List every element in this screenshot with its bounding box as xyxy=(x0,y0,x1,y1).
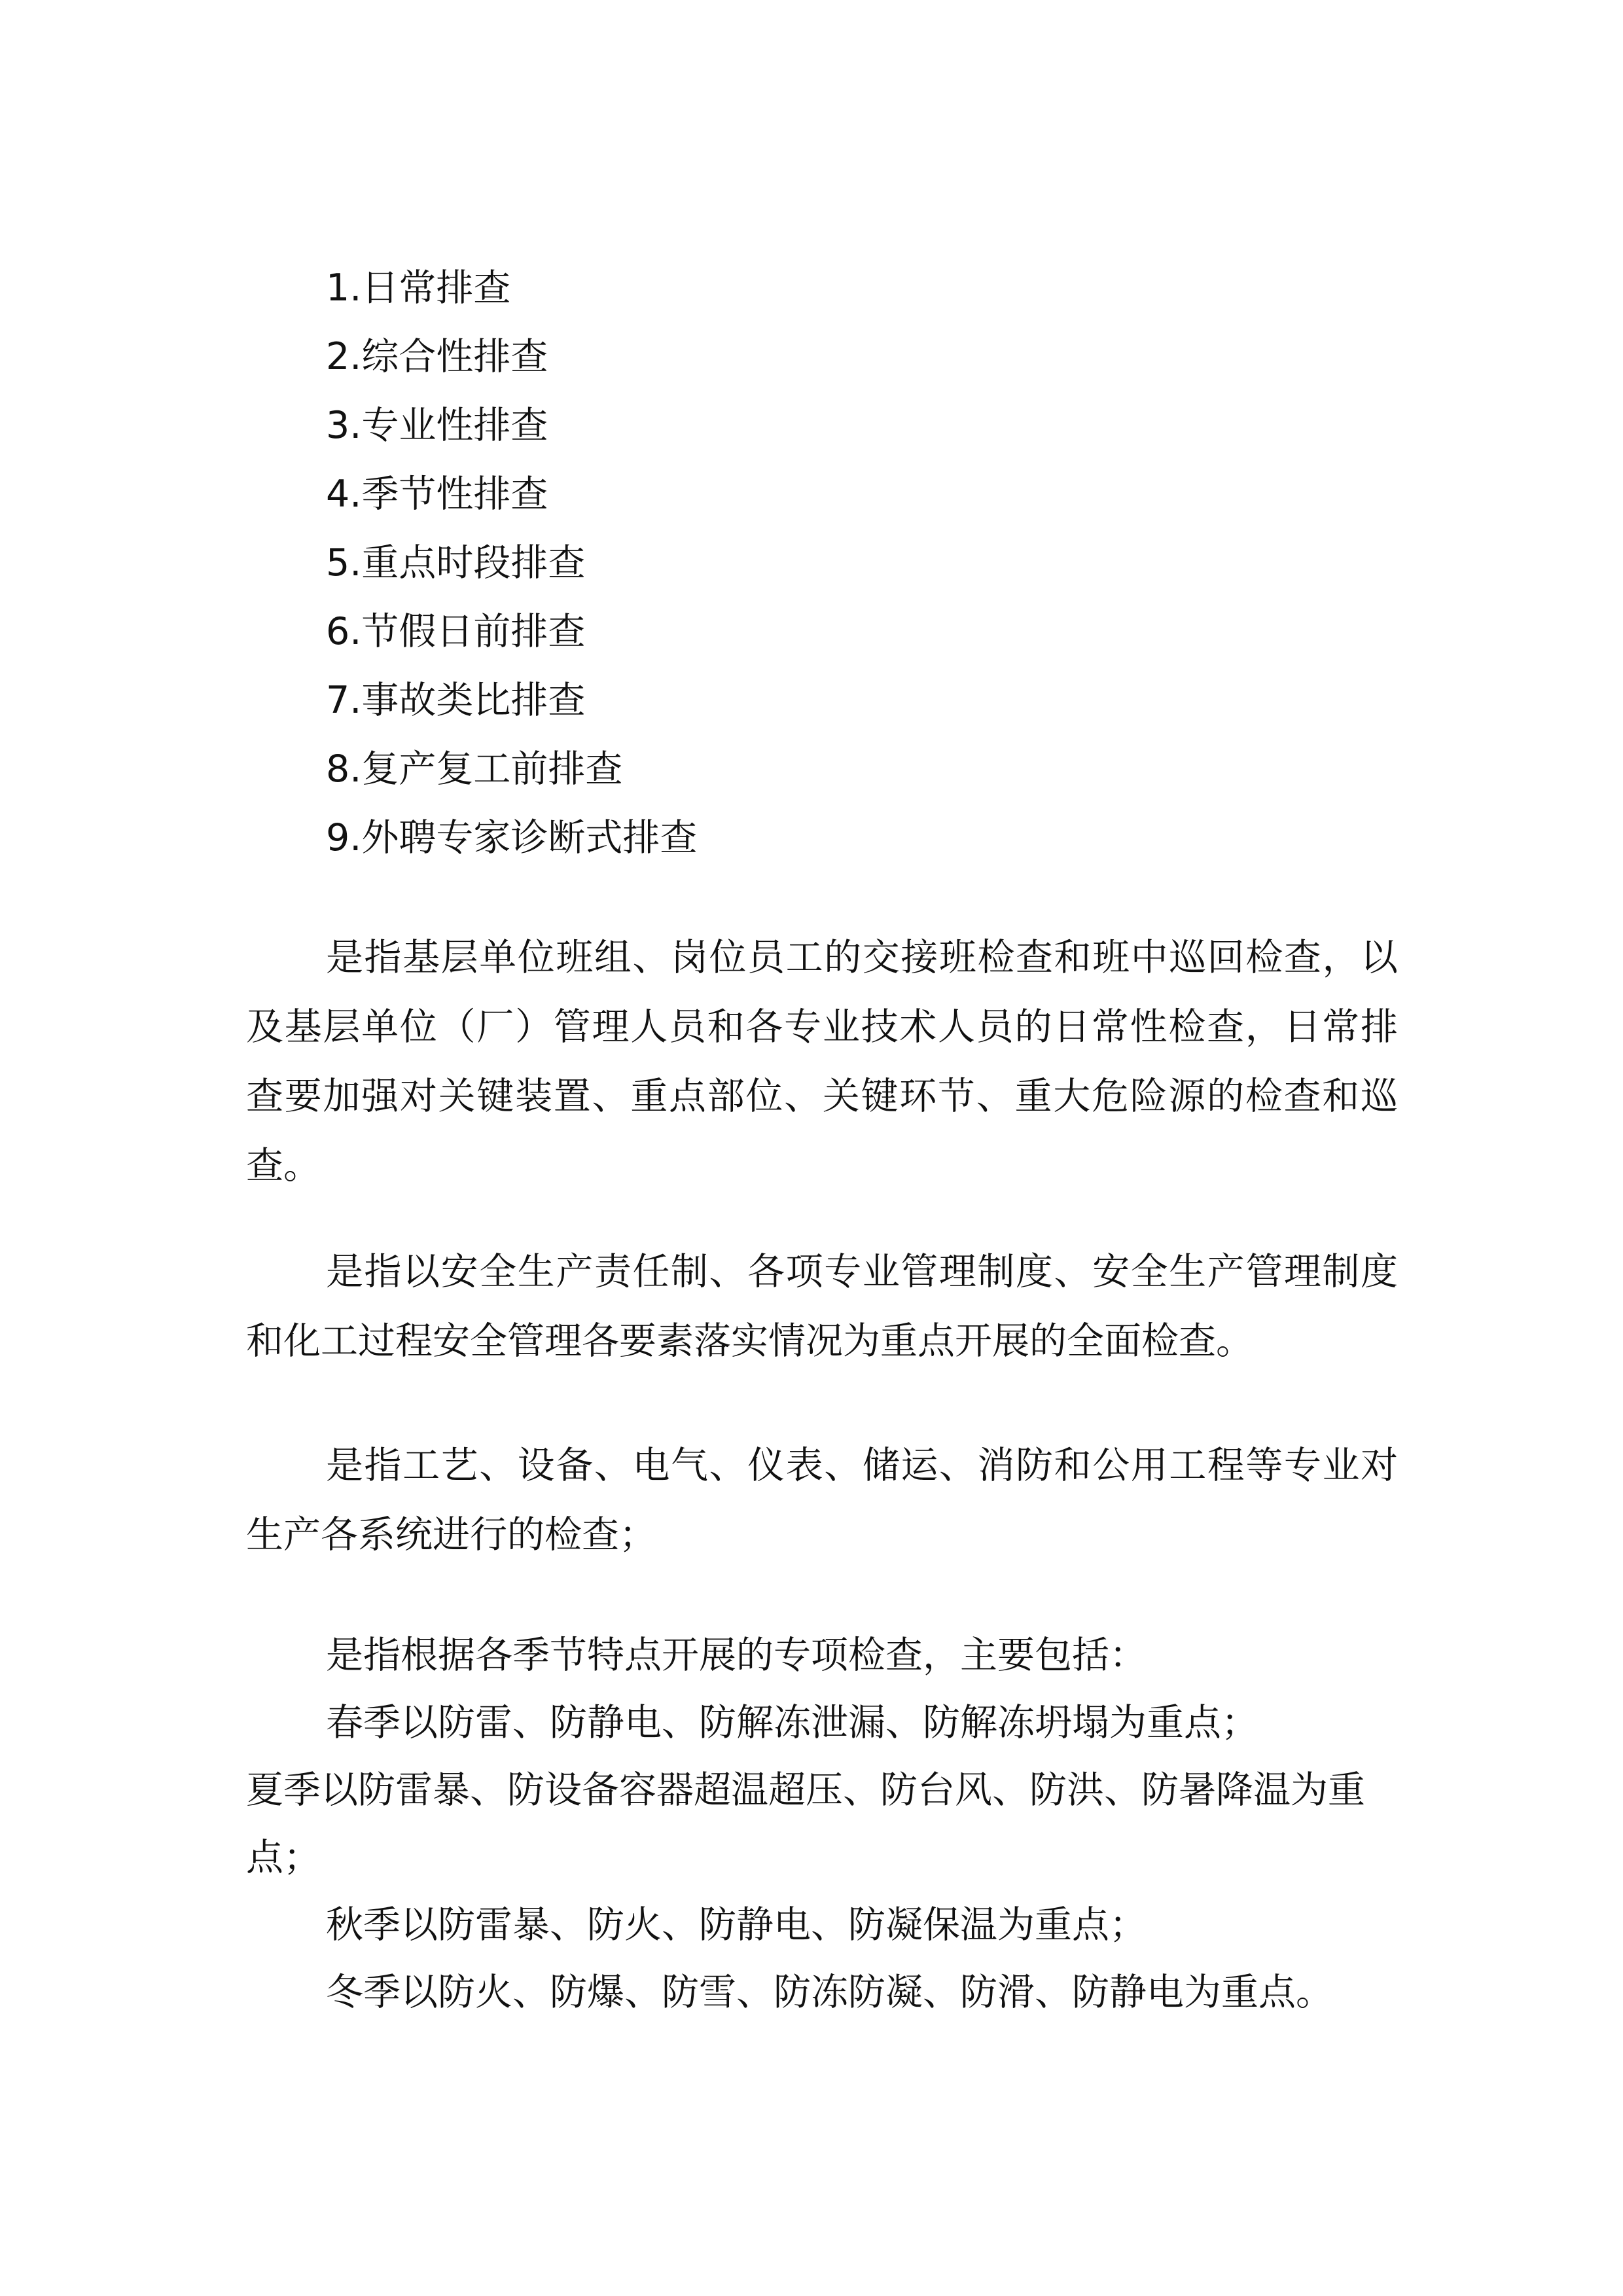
seasonal-intro: 是指根据各季节特点开展的专项检查，主要包括： xyxy=(326,1634,1147,1677)
comprehensive-inspection-paragraph: 是指以安全生产责任制、各项专业管理制度、安全生产管理制度和化工过程安全管理各要素落实情况为重点开展的全面检查。 xyxy=(246,1250,1398,1363)
summer-focus: 夏季以防雷暴、防设备容器超温超压、防台风、防洪、防暑降温为重点； xyxy=(246,1768,1365,1879)
inspection-type-list xyxy=(326,254,697,872)
list-item: 2.综合性排查 xyxy=(326,335,548,378)
list-item: 6.节假日前排查 xyxy=(326,610,586,653)
list-item: 3.专业性排查 xyxy=(326,404,548,447)
list-item: 1.日常排查 xyxy=(326,266,511,310)
autumn-focus: 秋季以防雷暴、防火、防静电、防凝保温为重点； xyxy=(326,1903,1147,1946)
list-item: 5.重点时段排查 xyxy=(326,541,586,584)
winter-focus: 冬季以防火、防爆、防雪、防冻防凝、防滑、防静电为重点。 xyxy=(326,1971,1333,2014)
list-item: 9.外聘专家诊断式排查 xyxy=(326,816,698,859)
spring-focus: 春季以防雷、防静电、防解冻泄漏、防解冻坍塌为重点； xyxy=(326,1701,1258,1744)
daily-inspection-paragraph: 是指基层单位班组、岗位员工的交接班检查和班中巡回检查，以及基层单位（厂）管理人员和各专业技术人员的日常性检查，日常排查要加强对关键装置、重点部位、关键环节、重大危险源的检查和巡查。 xyxy=(246,936,1398,1187)
list-item: 4.季节性排查 xyxy=(326,473,548,516)
professional-inspection-paragraph: 是指工艺、设备、电气、仪表、储运、消防和公用工程等专业对生产各系统进行的检查； xyxy=(246,1444,1398,1556)
list-item: 8.复产复工前排查 xyxy=(326,747,623,791)
seasonal-inspection-section xyxy=(246,1622,1418,2026)
list-item: 7.事故类比排查 xyxy=(326,679,586,722)
